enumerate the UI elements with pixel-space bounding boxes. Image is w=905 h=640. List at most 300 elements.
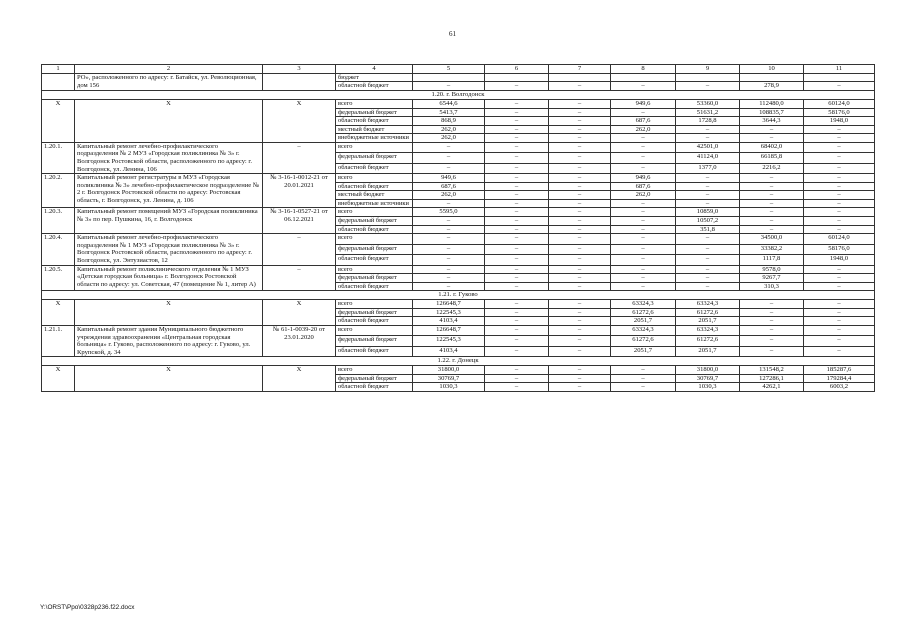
amount-cell: 63324,3 [676,300,740,309]
amount-cell: 4103,4 [413,346,485,356]
amount-cell: – [676,174,740,183]
column-number: 2 [75,65,263,74]
item-name: Капитальный ремонт регистратуры в МУЗ «Городская поликлиника № 3» лечебно-профилактическое подразделение № 2 г. Волгодонск Ростовской области по адресу: Ростовская область, г. Волгодонск, ул. Ленина, д. 106 [75,174,263,208]
section-title: 1.22. г. Донецк [42,357,875,366]
amount-cell: 6003,2 [804,383,875,392]
amount-cell: 1030,3 [413,383,485,392]
amount-cell: – [485,366,549,375]
amount-cell: – [413,255,485,265]
amount-cell [676,74,740,82]
amount-cell: – [740,217,804,226]
amount-cell: 2051,7 [676,346,740,356]
amount-cell: – [549,300,611,309]
funding-source: федеральный бюджет [336,217,413,226]
column-number: 6 [485,65,549,74]
column-number: 8 [611,65,676,74]
amount-cell: 5595,0 [413,208,485,217]
amount-cell: – [485,125,549,134]
amount-cell [804,74,875,82]
amount-cell: – [413,199,485,208]
file-path-footer: Y:\ORST\Ppo\0328p236.f22.docx [40,604,135,611]
amount-cell: – [485,225,549,234]
amount-cell: – [485,282,549,291]
amount-cell: 108835,7 [740,108,804,117]
column-number: 4 [336,65,413,74]
item-number: 1.20.2. [42,174,75,208]
item-reference: – [263,234,336,265]
amount-cell: 278,9 [740,82,804,91]
amount-cell [485,74,549,82]
amount-cell: 262,0 [413,134,485,143]
amount-cell: – [676,244,740,254]
amount-cell: 310,3 [740,282,804,291]
amount-cell: – [485,265,549,274]
section-row [42,90,875,99]
funding-source: федеральный бюджет [336,244,413,254]
funding-source: областной бюджет [336,282,413,291]
amount-cell: – [549,346,611,356]
amount-cell: – [611,255,676,265]
amount-cell: – [549,317,611,326]
amount-cell: – [549,108,611,117]
item-reference: – [263,265,336,291]
amount-cell: – [611,82,676,91]
amount-cell: – [485,383,549,392]
amount-cell: – [549,182,611,191]
funding-source: областной бюджет [336,182,413,191]
funding-source: областной бюджет [336,317,413,326]
amount-cell: – [676,199,740,208]
amount-cell: – [485,374,549,383]
funding-source: всего [336,174,413,183]
amount-cell: – [676,255,740,265]
amount-cell: – [485,244,549,254]
amount-cell: – [549,282,611,291]
amount-cell: – [485,82,549,91]
amount-cell: – [804,282,875,291]
amount-cell: – [485,134,549,143]
amount-cell: – [804,142,875,152]
table-row [42,74,875,82]
budget-table-container [41,64,873,392]
amount-cell: 112480,0 [740,99,804,108]
table-row [42,208,875,217]
amount-cell: 687,6 [611,182,676,191]
budget-table [41,64,875,392]
amount-cell: 2051,7 [676,317,740,326]
amount-cell: – [485,208,549,217]
amount-cell: – [485,191,549,200]
amount-cell: – [740,208,804,217]
item-reference: № 3-16-1-0012-21 от 20.01.2021 [263,174,336,208]
table-row [42,99,875,108]
amount-cell: – [413,163,485,173]
amount-cell: 61272,6 [676,336,740,346]
amount-cell: – [549,117,611,126]
amount-cell: – [549,244,611,254]
item-name: Х [75,300,263,326]
amount-cell: 262,0 [413,125,485,134]
amount-cell: – [549,125,611,134]
amount-cell: – [676,234,740,244]
item-name: Капитальный ремонт здания Муниципального бюджетного учреждения здравоохранения «Центральная городская больница» г. Гуково, расположенного по адресу: г. Гуково, ул. Крупской, д. 34 [75,325,263,356]
amount-cell: 1030,3 [676,383,740,392]
amount-cell: 126648,7 [413,325,485,335]
amount-cell: – [740,134,804,143]
funding-source: областной бюджет [336,163,413,173]
column-number: 3 [263,65,336,74]
amount-cell: – [413,244,485,254]
amount-cell: – [485,142,549,152]
amount-cell: – [611,225,676,234]
funding-source: всего [336,265,413,274]
amount-cell: – [611,244,676,254]
amount-cell: 61272,6 [676,308,740,317]
amount-cell: 42501,0 [676,142,740,152]
amount-cell: – [485,108,549,117]
table-row [42,265,875,274]
amount-cell: 1948,0 [804,255,875,265]
funding-source: федеральный бюджет [336,336,413,346]
amount-cell: – [485,346,549,356]
amount-cell: – [549,374,611,383]
amount-cell: 262,0 [611,191,676,200]
item-number: 1.20.5. [42,265,75,291]
amount-cell: – [485,174,549,183]
section-row [42,357,875,366]
amount-cell: 179284,4 [804,374,875,383]
amount-cell: – [611,217,676,226]
table-row [42,174,875,183]
amount-cell: – [611,274,676,283]
table-row [42,142,875,152]
amount-cell: – [413,274,485,283]
item-number: Х [42,366,75,392]
column-number: 1 [42,65,75,74]
column-number: 11 [804,65,875,74]
amount-cell: – [740,325,804,335]
amount-cell: – [676,191,740,200]
amount-cell: 61272,6 [611,336,676,346]
funding-source: внебюджетные источники [336,134,413,143]
amount-cell: – [485,255,549,265]
table-row [42,366,875,375]
amount-cell: 351,8 [676,225,740,234]
amount-cell: 1948,0 [804,117,875,126]
amount-cell [611,74,676,82]
amount-cell: 2216,2 [740,163,804,173]
funding-source: областной бюджет [336,117,413,126]
amount-cell: – [549,153,611,163]
amount-cell: – [485,199,549,208]
amount-cell: – [549,274,611,283]
amount-cell: – [413,234,485,244]
amount-cell: 949,6 [611,174,676,183]
funding-source: всего [336,208,413,217]
amount-cell: – [804,153,875,163]
amount-cell: 687,6 [611,117,676,126]
amount-cell: – [485,163,549,173]
funding-source: внебюджетные источники [336,199,413,208]
item-name: Капитальный ремонт помещений МУЗ «Городская поликлиника № 3» по пер. Пушкина, 16, г. Волгодонск [75,208,263,234]
amount-cell: – [740,300,804,309]
amount-cell: – [740,191,804,200]
amount-cell: 127286,1 [740,374,804,383]
amount-cell: 9578,0 [740,265,804,274]
amount-cell: 33382,2 [740,244,804,254]
amount-cell: – [485,99,549,108]
amount-cell: – [485,300,549,309]
amount-cell: – [676,282,740,291]
amount-cell: – [485,217,549,226]
item-name: Х [75,366,263,392]
amount-cell: – [549,265,611,274]
amount-cell: – [549,225,611,234]
item-number: Х [42,99,75,142]
amount-cell: – [413,225,485,234]
amount-cell: – [804,317,875,326]
amount-cell: – [804,208,875,217]
column-number: 7 [549,65,611,74]
amount-cell: – [611,374,676,383]
amount-cell: 30769,7 [676,374,740,383]
table-row [42,300,875,309]
amount-cell: – [676,265,740,274]
funding-source: областной бюджет [336,346,413,356]
amount-cell: 2051,7 [611,317,676,326]
amount-cell: – [804,182,875,191]
amount-cell: – [804,300,875,309]
amount-cell: 949,6 [611,99,676,108]
amount-cell: – [740,225,804,234]
amount-cell: 34500,0 [740,234,804,244]
amount-cell: 2051,7 [611,346,676,356]
item-number: 1.21.1. [42,325,75,356]
amount-cell: – [549,255,611,265]
amount-cell: – [413,82,485,91]
item-number: 1.20.1. [42,142,75,173]
funding-source: областной бюджет [336,225,413,234]
amount-cell: 61272,6 [611,308,676,317]
amount-cell: – [804,274,875,283]
amount-cell: – [413,142,485,152]
amount-cell: – [549,174,611,183]
amount-cell: – [485,317,549,326]
amount-cell: – [804,174,875,183]
amount-cell: – [611,163,676,173]
amount-cell: – [413,282,485,291]
amount-cell: – [485,336,549,346]
funding-source: всего [336,325,413,335]
page-number: 61 [449,30,456,38]
amount-cell: – [485,117,549,126]
amount-cell: 122545,3 [413,336,485,346]
funding-source: федеральный бюджет [336,153,413,163]
amount-cell: – [549,191,611,200]
amount-cell: – [549,163,611,173]
amount-cell: – [549,366,611,375]
amount-cell: 868,9 [413,117,485,126]
amount-cell: 185287,6 [804,366,875,375]
item-name: Капитальный ремонт лечебно-профилактического подразделения № 1 МУЗ «Городская поликлиника № 3» г. Волгодонск Ростовской области, расположенного по адресу: г. Волгодонск, ул. Энтузиастов, 12 [75,234,263,265]
table-row [42,325,875,335]
amount-cell: – [413,265,485,274]
amount-cell: 131548,2 [740,366,804,375]
amount-cell: – [611,199,676,208]
amount-cell: – [413,153,485,163]
amount-cell: – [611,234,676,244]
item-reference: Х [263,300,336,326]
amount-cell: – [485,234,549,244]
amount-cell: – [549,217,611,226]
amount-cell: 30769,7 [413,374,485,383]
amount-cell: 4262,1 [740,383,804,392]
amount-cell: – [413,217,485,226]
amount-cell: 1377,0 [676,163,740,173]
amount-cell: 58176,0 [804,244,875,254]
column-number: 5 [413,65,485,74]
amount-cell: 262,0 [611,125,676,134]
item-name: Х [75,99,263,142]
funding-source: всего [336,300,413,309]
amount-cell: – [611,282,676,291]
amount-cell: – [549,383,611,392]
amount-cell: 31800,0 [413,366,485,375]
amount-cell: – [804,163,875,173]
amount-cell: – [676,274,740,283]
amount-cell: – [549,336,611,346]
funding-source: местный бюджет [336,125,413,134]
amount-cell: – [549,199,611,208]
column-number-row [42,65,875,74]
amount-cell: – [804,325,875,335]
amount-cell: – [804,225,875,234]
amount-cell [549,74,611,82]
item-name: Капитальный ремонт лечебно-профилактического подразделения № 2 МУЗ «Городская поликлиника № 3» г. Волгодонск Ростовской области, расположенного по адресу: г. Волгодонск, ул. Ленина, 106 [75,142,263,173]
amount-cell: – [611,134,676,143]
amount-cell: 60124,0 [804,234,875,244]
item-number: 1.20.3. [42,208,75,234]
amount-cell: – [549,308,611,317]
amount-cell: – [611,108,676,117]
amount-cell: 41124,0 [676,153,740,163]
funding-source: областной бюджет [336,82,413,91]
amount-cell: – [676,125,740,134]
amount-cell: 687,6 [413,182,485,191]
item-number: 1.20.4. [42,234,75,265]
amount-cell: – [740,308,804,317]
amount-cell: – [740,182,804,191]
amount-cell: 6544,6 [413,99,485,108]
amount-cell: 58176,0 [804,108,875,117]
amount-cell: – [611,265,676,274]
funding-source: всего [336,366,413,375]
amount-cell: – [804,336,875,346]
item-reference [263,74,336,91]
amount-cell: 66185,8 [740,153,804,163]
amount-cell [413,74,485,82]
amount-cell: – [549,99,611,108]
table-row [42,234,875,244]
amount-cell: 9267,7 [740,274,804,283]
column-number: 10 [740,65,804,74]
amount-cell: – [740,317,804,326]
funding-source: бюджет [336,74,413,82]
amount-cell: – [804,82,875,91]
amount-cell: 10859,0 [676,208,740,217]
amount-cell: 63324,3 [676,325,740,335]
funding-source: всего [336,142,413,152]
funding-source: федеральный бюджет [336,308,413,317]
funding-source: всего [336,234,413,244]
item-number: Х [42,300,75,326]
amount-cell: – [740,174,804,183]
item-reference: Х [263,366,336,392]
amount-cell: – [611,153,676,163]
amount-cell: – [740,346,804,356]
amount-cell: 5413,7 [413,108,485,117]
amount-cell: – [740,125,804,134]
amount-cell: 51631,2 [676,108,740,117]
funding-source: федеральный бюджет [336,274,413,283]
amount-cell: 4103,4 [413,317,485,326]
amount-cell: – [804,125,875,134]
amount-cell: 63324,3 [611,300,676,309]
section-title: 1.20. г. Волгодонск [42,90,875,99]
amount-cell: 10507,2 [676,217,740,226]
amount-cell: 3644,3 [740,117,804,126]
amount-cell: – [676,134,740,143]
amount-cell: – [549,82,611,91]
amount-cell: 1728,8 [676,117,740,126]
amount-cell: 126648,7 [413,300,485,309]
amount-cell: – [676,82,740,91]
item-reference: – [263,142,336,173]
funding-source: областной бюджет [336,255,413,265]
amount-cell: – [804,191,875,200]
amount-cell: – [611,142,676,152]
amount-cell: – [676,182,740,191]
amount-cell: – [485,274,549,283]
amount-cell: 949,6 [413,174,485,183]
funding-source: местный бюджет [336,191,413,200]
amount-cell: – [611,383,676,392]
section-row [42,291,875,300]
amount-cell: – [549,208,611,217]
funding-source: федеральный бюджет [336,108,413,117]
amount-cell: 1117,8 [740,255,804,265]
amount-cell: – [485,153,549,163]
amount-cell: – [485,182,549,191]
amount-cell: 60124,0 [804,99,875,108]
amount-cell: – [804,217,875,226]
amount-cell: – [549,134,611,143]
amount-cell: – [804,308,875,317]
amount-cell: – [549,325,611,335]
amount-cell: 31800,0 [676,366,740,375]
amount-cell: 262,0 [413,191,485,200]
item-reference: Х [263,99,336,142]
amount-cell: 53360,0 [676,99,740,108]
amount-cell: – [740,336,804,346]
amount-cell: – [804,346,875,356]
amount-cell: – [485,308,549,317]
amount-cell: 63324,3 [611,325,676,335]
amount-cell: – [549,142,611,152]
amount-cell: 122545,3 [413,308,485,317]
item-name: Капитальный ремонт поликлинического отделения № 1 МУЗ «Детская городская больница» г. Волгодонск Ростовской области по адресу: ул. Советская, 47 (помещение № 1, литер А) [75,265,263,291]
funding-source: федеральный бюджет [336,374,413,383]
